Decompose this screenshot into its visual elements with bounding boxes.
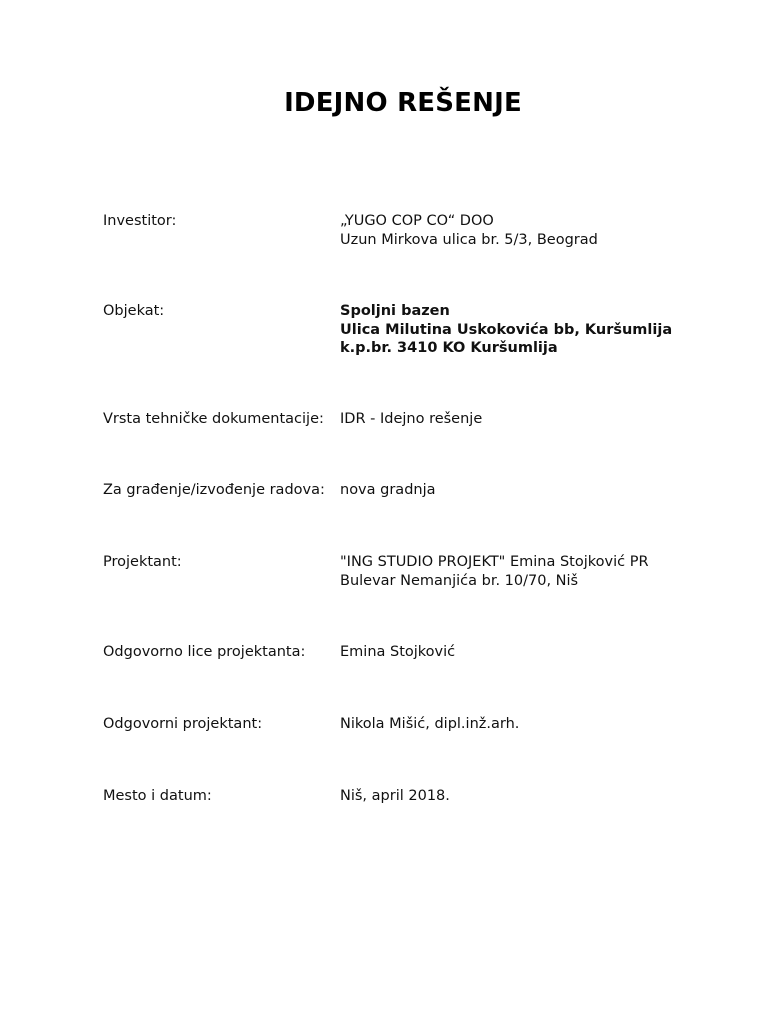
field-value bbox=[340, 212, 598, 249]
field-value bbox=[340, 410, 482, 429]
field-value-line: IDR - Idejno rešenje bbox=[340, 411, 483, 427]
field-value-line: "ING STUDIO PROJEKT" Emina Stojković PR bbox=[340, 554, 649, 570]
field-value bbox=[340, 715, 519, 734]
field-value bbox=[340, 643, 455, 662]
field-label: Projektant: bbox=[103, 554, 182, 570]
field-value-line: Ulica Milutina Uskokovića bb, Kuršumlija bbox=[340, 321, 673, 338]
field-value-line: Uzun Mirkova ulica br. 5/3, Beograd bbox=[340, 231, 598, 248]
field-label: Mesto i datum: bbox=[103, 788, 212, 804]
field-value-line: Nikola Mišić, dipl.inž.arh. bbox=[340, 716, 520, 732]
field-value bbox=[340, 787, 450, 806]
field-label: Vrsta tehničke dokumentacije: bbox=[103, 411, 324, 427]
field-value bbox=[340, 553, 649, 590]
document-title: IDEJNO REŠENJE bbox=[284, 88, 522, 118]
field-value-line: Spoljni bazen bbox=[340, 303, 450, 319]
field-value-line: „YUGO COP CO“ DOO bbox=[340, 213, 494, 229]
field-label: Odgovorni projektant: bbox=[103, 716, 263, 732]
field-value-line: Bulevar Nemanjića br. 10/70, Niš bbox=[340, 572, 579, 589]
field-value-line: nova gradnja bbox=[340, 482, 436, 498]
field-value-line: k.p.br. 3410 KO Kuršumlija bbox=[340, 340, 558, 356]
field-value-line: Emina Stojković bbox=[340, 644, 456, 660]
field-label: Investitor: bbox=[103, 213, 177, 229]
field-value bbox=[340, 481, 436, 500]
field-label: Odgovorno lice projektanta: bbox=[103, 644, 306, 660]
field-label: Za građenje/izvođenje radova: bbox=[103, 482, 325, 498]
field-value-line: Niš, april 2018. bbox=[340, 788, 450, 804]
field-label: Objekat: bbox=[103, 303, 165, 319]
field-value bbox=[340, 302, 672, 358]
